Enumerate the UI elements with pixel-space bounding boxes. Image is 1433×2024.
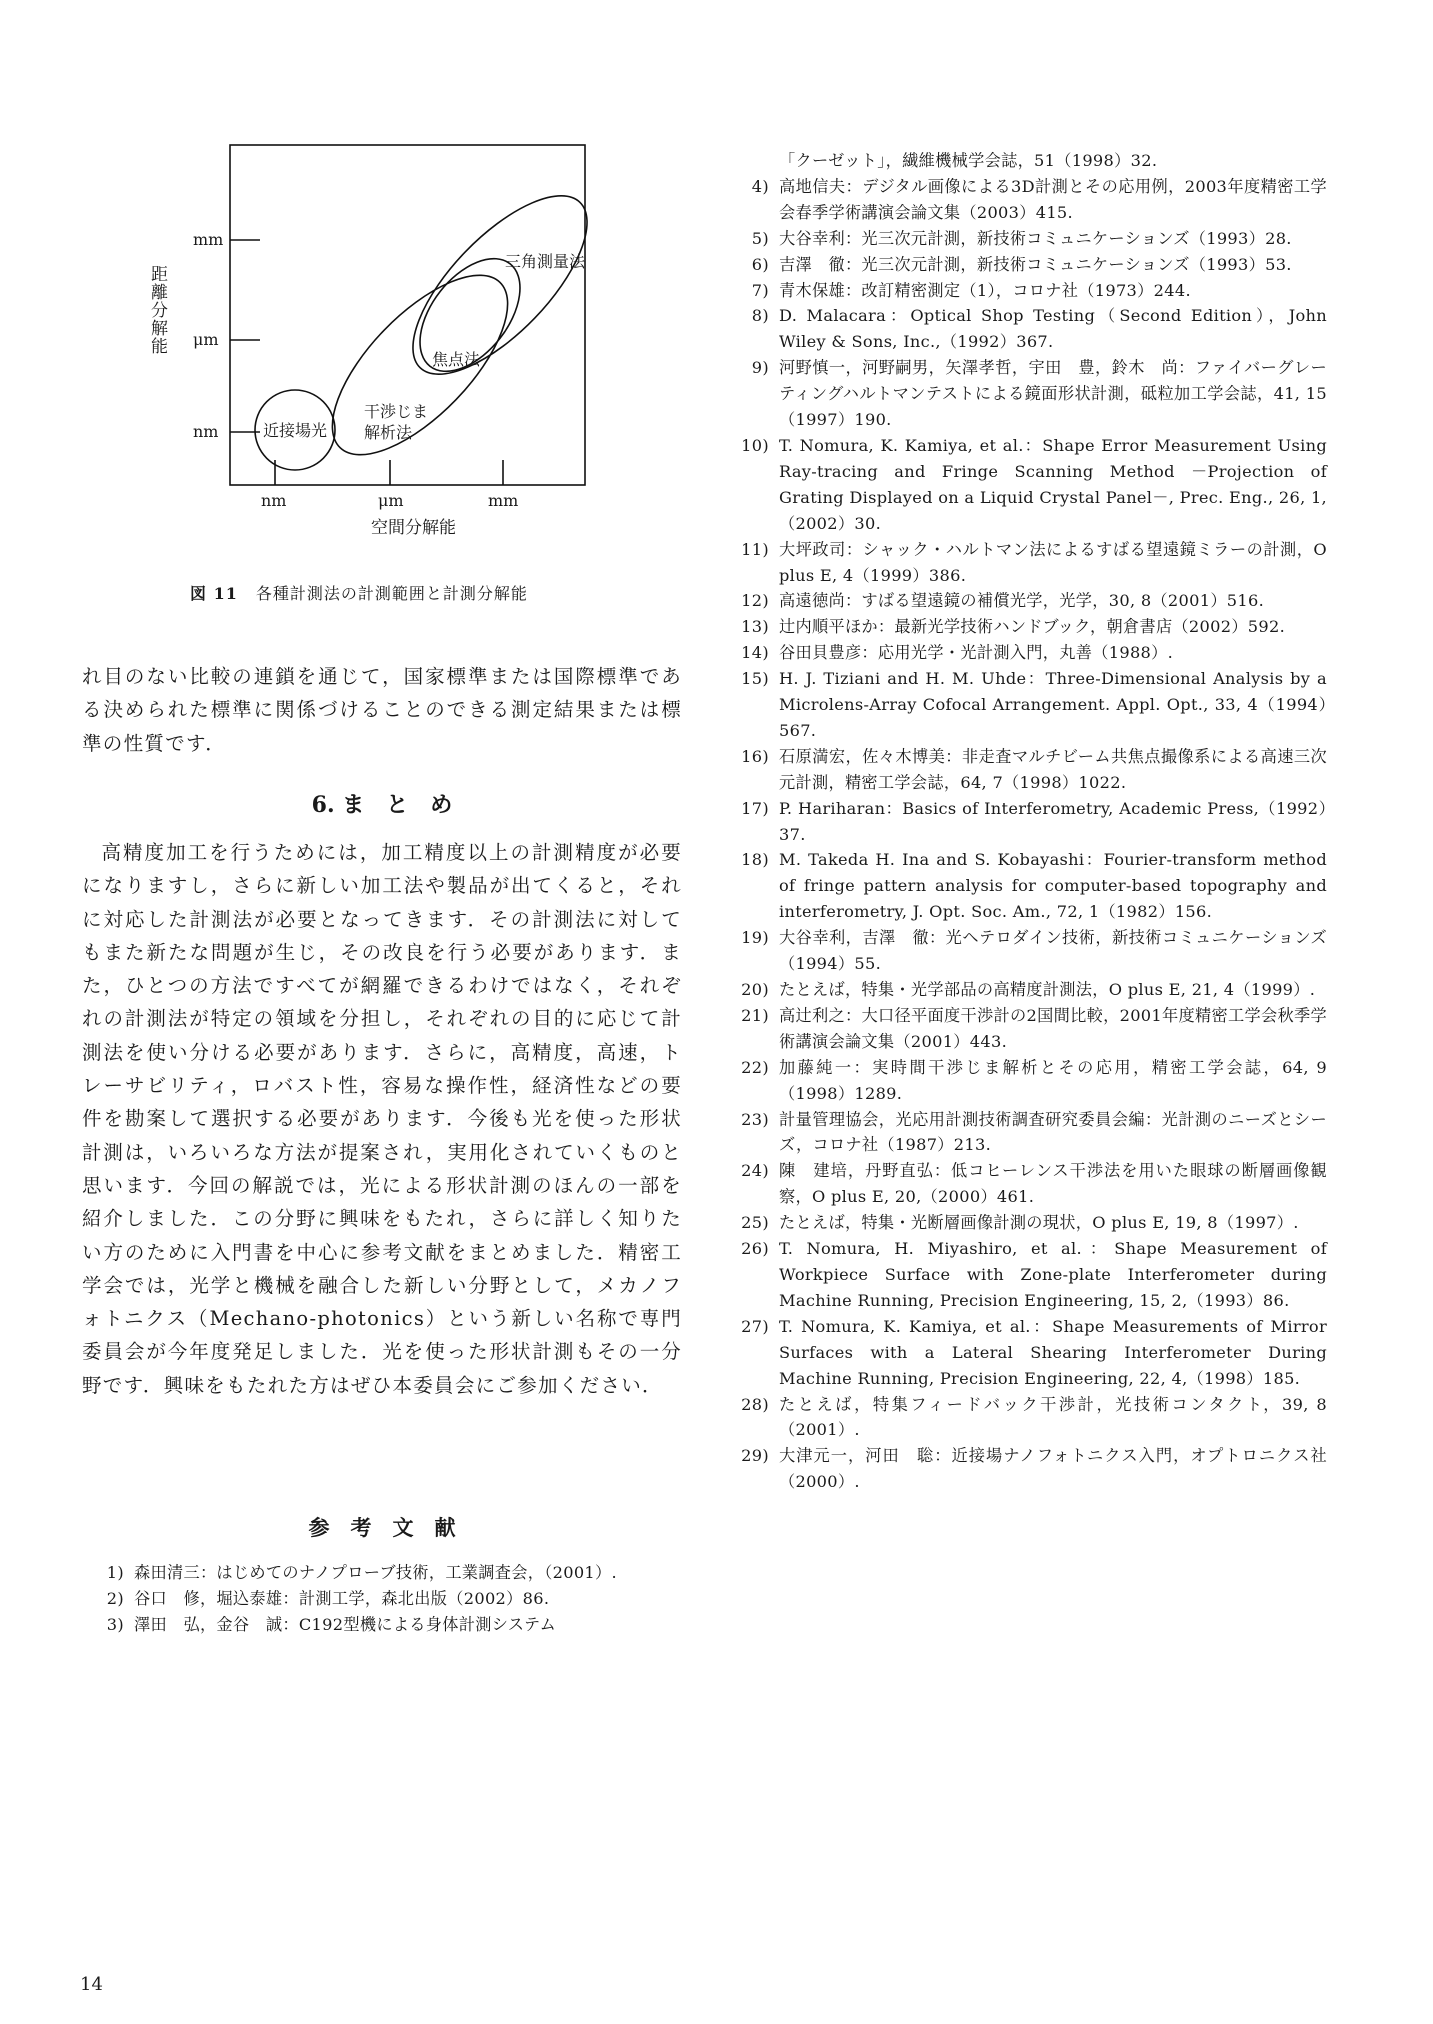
- y-tick-label: mm: [193, 230, 224, 249]
- references-list-right: [727, 148, 1327, 1495]
- section-heading-summary: 6. ま と め: [311, 792, 453, 818]
- reference-number: 18): [741, 850, 769, 870]
- y-tick-label: μm: [193, 330, 219, 349]
- paragraph-text: 高精度加工を行うためには，加工精度以上の計測精度が必要になりますし，さらに新しい加工法や製品が出てくると，それに対応した計測法が必要となってきます．その計測法に対してもまた新たな問題が生じ，その改良を行う必要があります．また，ひとつの方法ですべてが網羅できるわけではなく，それぞれの計測法が特定の領域を分担し，それぞれの目的に応じて計測法を使い分ける必要があります．さらに，高精度，高速，トレーサビリティ，ロバスト性，容易な操作性，経済性などの要件を勘案して選択する必要があります．今後も光を使った形状計測は，いろいろな方法が提案され，実用化されていくものと思います．今回の解説では，光による形状計測のほんの一部を紹介しました．この分野に興味をもたれ，さらに詳しく知りたい方のために入門書を中心に参考文献をまとめました．精密工学会では，光学と機械を融合した新しい分野として，メカノフォトニクス（Mechano-photonics）という新しい名称で専門委員会が今年度発足しました．光を使った形状計測もその一分野です．興味をもたれた方はぜひ本委員会にご参加ください．: [82, 841, 682, 1397]
- reference-number: 3): [106, 1614, 124, 1634]
- reference-number: 22): [741, 1057, 769, 1077]
- reference-item: [727, 278, 1327, 304]
- reference-item: [727, 252, 1327, 278]
- figure-diagram: [145, 140, 605, 570]
- reference-item: [727, 1314, 1327, 1392]
- reference-text: M. Takeda H. Ina and S. Kobayashi：Fourier-transform method of fringe pattern analysis for computer-based topography and interferometry, J. Opt. Soc. Am., 72, 1（1982）156.: [779, 850, 1327, 922]
- reference-text: たとえば，特集・光断層画像計測の現状，O plus E, 19, 8（1997）.: [779, 1213, 1299, 1233]
- y-tick-label: nm: [193, 422, 219, 441]
- reference-number: 2): [106, 1588, 124, 1608]
- reference-text: 青木保雄：改訂精密測定（1），コロナ社（1973）244.: [779, 280, 1191, 300]
- reference-item: [727, 925, 1327, 977]
- region-interference: [304, 248, 536, 483]
- reference-text: 加藤純一：実時間干渉じま解析とその応用，精密工学会誌，64, 9（1998）1289.: [779, 1057, 1327, 1103]
- x-axis-label: 空間分解能: [371, 518, 456, 538]
- reference-number: 15): [741, 669, 769, 689]
- reference-number: 25): [741, 1213, 769, 1233]
- reference-text: 吉澤 徹：光三次元計測，新技術コミュニケーションズ（1993）53.: [779, 254, 1292, 274]
- reference-item: [727, 1236, 1327, 1314]
- reference-number: 5): [751, 228, 769, 248]
- figure-caption: [190, 581, 528, 604]
- reference-number: 1): [106, 1563, 124, 1582]
- reference-item: [727, 1210, 1327, 1236]
- reference-text: 谷口 修，堀込泰雄：計測工学，森北出版（2002）86.: [134, 1588, 550, 1608]
- summary-paragraph: [82, 836, 682, 1402]
- reference-text: 大坪政司：シャック・ハルトマン法によるすばる望遠鏡ミラーの計測，O plus E, 4（1999）386.: [779, 539, 1327, 585]
- region-label-near-field: 近接場光: [263, 421, 328, 440]
- reference-item: [82, 1560, 682, 1586]
- reference-item: [727, 614, 1327, 640]
- references-heading: 参 考 文 献: [308, 1515, 456, 1540]
- reference-number: 10): [741, 435, 769, 455]
- figure-11: [145, 140, 605, 570]
- region-label-interference-1: 干渉じま: [364, 402, 429, 421]
- paragraph-text: れ目のない比較の連鎖を通じて，国家標準または国際標準である決められた標準に関係づけることのできる測定結果または標準の性質です．: [82, 665, 682, 755]
- reference-number: 24): [741, 1161, 769, 1181]
- reference-text: 辻内順平ほか：最新光学技術ハンドブック，朝倉書店（2002）592.: [779, 617, 1286, 637]
- reference-number: 8): [751, 306, 769, 326]
- x-tick-label: nm: [261, 491, 287, 510]
- region-triangulation: [386, 169, 605, 401]
- reference-item: [727, 1107, 1327, 1159]
- reference-text: 「クーゼット」，繊維機械学会誌，51（1998）32.: [779, 151, 1158, 170]
- reference-item: [727, 1003, 1327, 1055]
- reference-item: [727, 355, 1327, 433]
- reference-continuation: [727, 148, 1327, 174]
- reference-item: [727, 433, 1327, 537]
- page-number: 14: [80, 1974, 103, 1995]
- reference-item: [727, 226, 1327, 252]
- reference-number: 13): [741, 617, 769, 637]
- reference-item: [727, 174, 1327, 226]
- reference-text: T. Nomura, K. Kamiya, et al.：Shape Error Measurement Using Ray-tracing and Fringe Scanning Method －Projection of Grating Displayed on a Liquid Crystal Panel－, Prec. Eng., 26, 1,（2002）30.: [779, 435, 1328, 533]
- figure-caption-label: 図 11: [190, 584, 238, 603]
- reference-text: P. Hariharan：Basics of Interferometry, Academic Press,（1992）37.: [779, 798, 1327, 844]
- reference-text: たとえば，特集フィードバック干渉計，光技術コンタクト，39, 8（2001）.: [779, 1394, 1327, 1440]
- reference-item: [82, 1586, 682, 1612]
- reference-item: [727, 588, 1327, 614]
- y-axis-label: 距離分解能: [147, 265, 167, 355]
- reference-number: 6): [751, 254, 769, 274]
- reference-item: [727, 640, 1327, 666]
- reference-text: 大津元一，河田 聡：近接場ナノフォトニクス入門，オプトロニクス社（2000）.: [779, 1446, 1327, 1492]
- reference-text: 大谷幸利：光三次元計測，新技術コミュニケーションズ（1993）28.: [779, 228, 1292, 248]
- reference-item: [727, 977, 1327, 1003]
- region-label-interference-2: 解析法: [364, 423, 413, 442]
- x-tick-label: mm: [488, 491, 519, 510]
- reference-number: 28): [741, 1394, 769, 1414]
- reference-item: [727, 1392, 1327, 1444]
- reference-item: [727, 796, 1327, 848]
- reference-text: たとえば，特集・光学部品の高精度計測法，O plus E, 21, 4（1999）.: [779, 980, 1316, 999]
- reference-number: 26): [741, 1239, 769, 1259]
- reference-text: 河野慎一，河野嗣男，矢澤孝哲，宇田 豊，鈴木 尚：ファイバーグレーティングハルトマンテストによる鏡面形状計測，砥粒加工学会誌，41, 15（1997）190.: [779, 358, 1327, 430]
- reference-text: 陳 建培，丹野直弘：低コヒーレンス干渉法を用いた眼球の断層画像観察，O plus E, 20,（2000）461.: [779, 1161, 1327, 1207]
- reference-number: 9): [751, 358, 769, 378]
- reference-text: 高辻利之：大口径平面度干渉計の2国間比較，2001年度精密工学会秋季学術講演会論文集（2001）443.: [779, 1005, 1327, 1051]
- reference-number: 14): [741, 643, 769, 663]
- region-label-triangulation: 三角測量法: [505, 252, 586, 271]
- reference-item: [727, 1158, 1327, 1210]
- figure-caption-text: 各種計測法の計測範囲と計測分解能: [255, 584, 528, 603]
- reference-item: [727, 847, 1327, 925]
- reference-number: 23): [741, 1109, 769, 1129]
- reference-number: 7): [751, 280, 769, 300]
- reference-number: 11): [741, 539, 769, 559]
- body-paragraph-continued: [82, 660, 682, 760]
- region-label-focus: 焦点法: [432, 350, 481, 369]
- reference-item: [727, 1055, 1327, 1107]
- reference-item: [727, 666, 1327, 744]
- reference-number: 12): [741, 591, 769, 611]
- reference-number: 29): [741, 1446, 769, 1466]
- reference-text: 高遠徳尚：すばる望遠鏡の補償光学，光学，30, 8（2001）516.: [779, 591, 1265, 611]
- reference-text: T. Nomura, K. Kamiya, et al.：Shape Measurements of Mirror Surfaces with a Lateral Shearing Interferometer During Machine Running, Precision Engineering, 22, 4,（1998）185.: [779, 1316, 1327, 1388]
- reference-number: 4): [751, 176, 769, 196]
- reference-number: 27): [741, 1316, 769, 1336]
- reference-text: 森田清三：はじめてのナノプローブ技術，工業調査会，（2001）.: [134, 1563, 617, 1582]
- reference-number: 20): [741, 980, 769, 999]
- reference-number: 19): [741, 928, 769, 948]
- reference-number: 17): [741, 798, 769, 818]
- x-tick-label: μm: [378, 491, 404, 510]
- reference-item: [727, 1443, 1327, 1495]
- reference-number: 21): [741, 1005, 769, 1025]
- reference-item: [82, 1612, 682, 1638]
- reference-text: 石原満宏，佐々木博美：非走査マルチビーム共焦点撮像系による高速三次元計測，精密工学会誌，64, 7（1998）1022.: [779, 746, 1327, 792]
- reference-text: 計量管理協会，光応用計測技術調査研究委員会編：光計測のニーズとシーズ，コロナ社（1987）213.: [779, 1109, 1327, 1155]
- reference-text: 澤田 弘，金谷 誠：C192型機による身体計測システム: [134, 1614, 557, 1634]
- reference-text: H. J. Tiziani and H. M. Uhde：Three-Dimensional Analysis by a Microlens-Array Cofocal Arrangement. Appl. Opt., 33, 4（1994）567.: [779, 669, 1327, 740]
- reference-number: 16): [741, 746, 769, 766]
- reference-text: 大谷幸利，吉澤 徹：光ヘテロダイン技術，新技術コミュニケーションズ（1994）55.: [779, 928, 1327, 974]
- reference-item: [727, 744, 1327, 796]
- reference-text: 谷田貝豊彦：応用光学・光計測入門，丸善（1988）.: [779, 643, 1174, 663]
- references-list-left: [82, 1560, 682, 1638]
- reference-text: T. Nomura, H. Miyashiro, et al.：Shape Measurement of Workpiece Surface with Zone-plate Interferometer during Machine Running, Precision Engineering, 15, 2,（1993）86.: [779, 1239, 1327, 1310]
- reference-item: [727, 303, 1327, 355]
- reference-text: 高地信夫：デジタル画像による3D計測とその応用例，2003年度精密工学会春季学術講演会論文集（2003）415.: [779, 176, 1327, 222]
- reference-item: [727, 537, 1327, 589]
- reference-text: D. Malacara：Optical Shop Testing（Second Edition），John Wiley & Sons, Inc.,（1992）367.: [779, 306, 1327, 352]
